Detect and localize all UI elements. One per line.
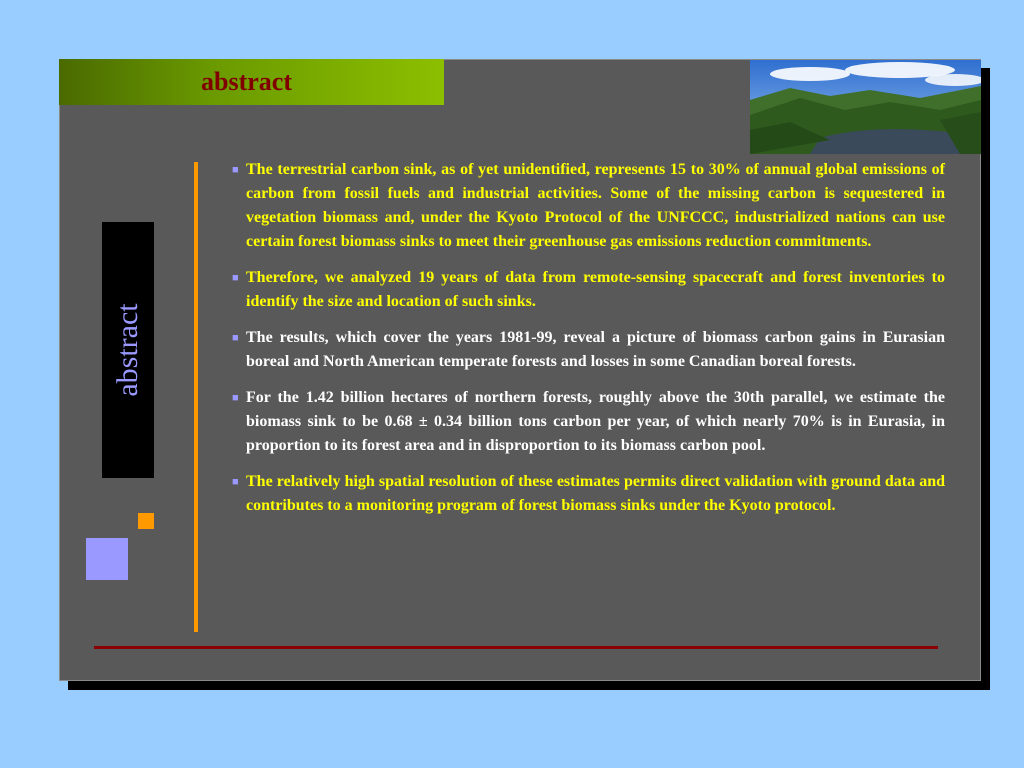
bullet-square-icon: ■ <box>232 476 239 488</box>
orange-vertical-rule <box>194 162 198 632</box>
abstract-content <box>230 158 945 530</box>
side-label: abstract <box>111 303 144 397</box>
bullet-text: The relatively high spatial resolution of these estimates permits direct validation with ground data and contributes to a monitoring program of forest biomass sinks under the Kyoto protocol. <box>246 473 945 514</box>
bullet-square-icon: ■ <box>232 332 239 344</box>
bullet-square-icon: ■ <box>232 164 239 176</box>
bullet-item <box>230 266 945 314</box>
slide-title: abstract <box>201 67 292 96</box>
bullet-item <box>230 326 945 374</box>
bullet-square-icon: ■ <box>232 392 239 404</box>
lavender-square-decoration <box>86 538 128 580</box>
red-horizontal-rule <box>94 646 938 649</box>
orange-square-decoration <box>138 513 154 529</box>
bullet-item <box>230 470 945 518</box>
bullet-text: The results, which cover the years 1981-99, reveal a picture of biomass carbon gains in Eurasian boreal and North American temperate forests and losses in some Canadian boreal forests. <box>246 329 945 370</box>
bullet-square-icon: ■ <box>232 272 239 284</box>
bullet-item <box>230 158 945 254</box>
bullet-text: For the 1.42 billion hectares of northern forests, roughly above the 30th parallel, we estimate the biomass sink to be 0.68 ± 0.34 billion tons carbon per year, of which nearly 70% is in Eurasia, in proportion to its forest area and in disproportion to its biomass carbon pool. <box>246 389 945 454</box>
bullet-text: The terrestrial carbon sink, as of yet unidentified, represents 15 to 30% of annual global emissions of carbon from fossil fuels and industrial activities. Some of the missing carbon is sequestered in vegetation biomass and, under the Kyoto Protocol of the UNFCCC, industrialized nations can use certain forest biomass sinks to meet their greenhouse gas emissions reduction commitments. <box>246 161 945 250</box>
bullet-text: Therefore, we analyzed 19 years of data from remote-sensing spacecraft and forest inventories to identify the size and location of such sinks. <box>246 269 945 310</box>
landscape-image <box>750 60 981 154</box>
bullet-item <box>230 386 945 458</box>
